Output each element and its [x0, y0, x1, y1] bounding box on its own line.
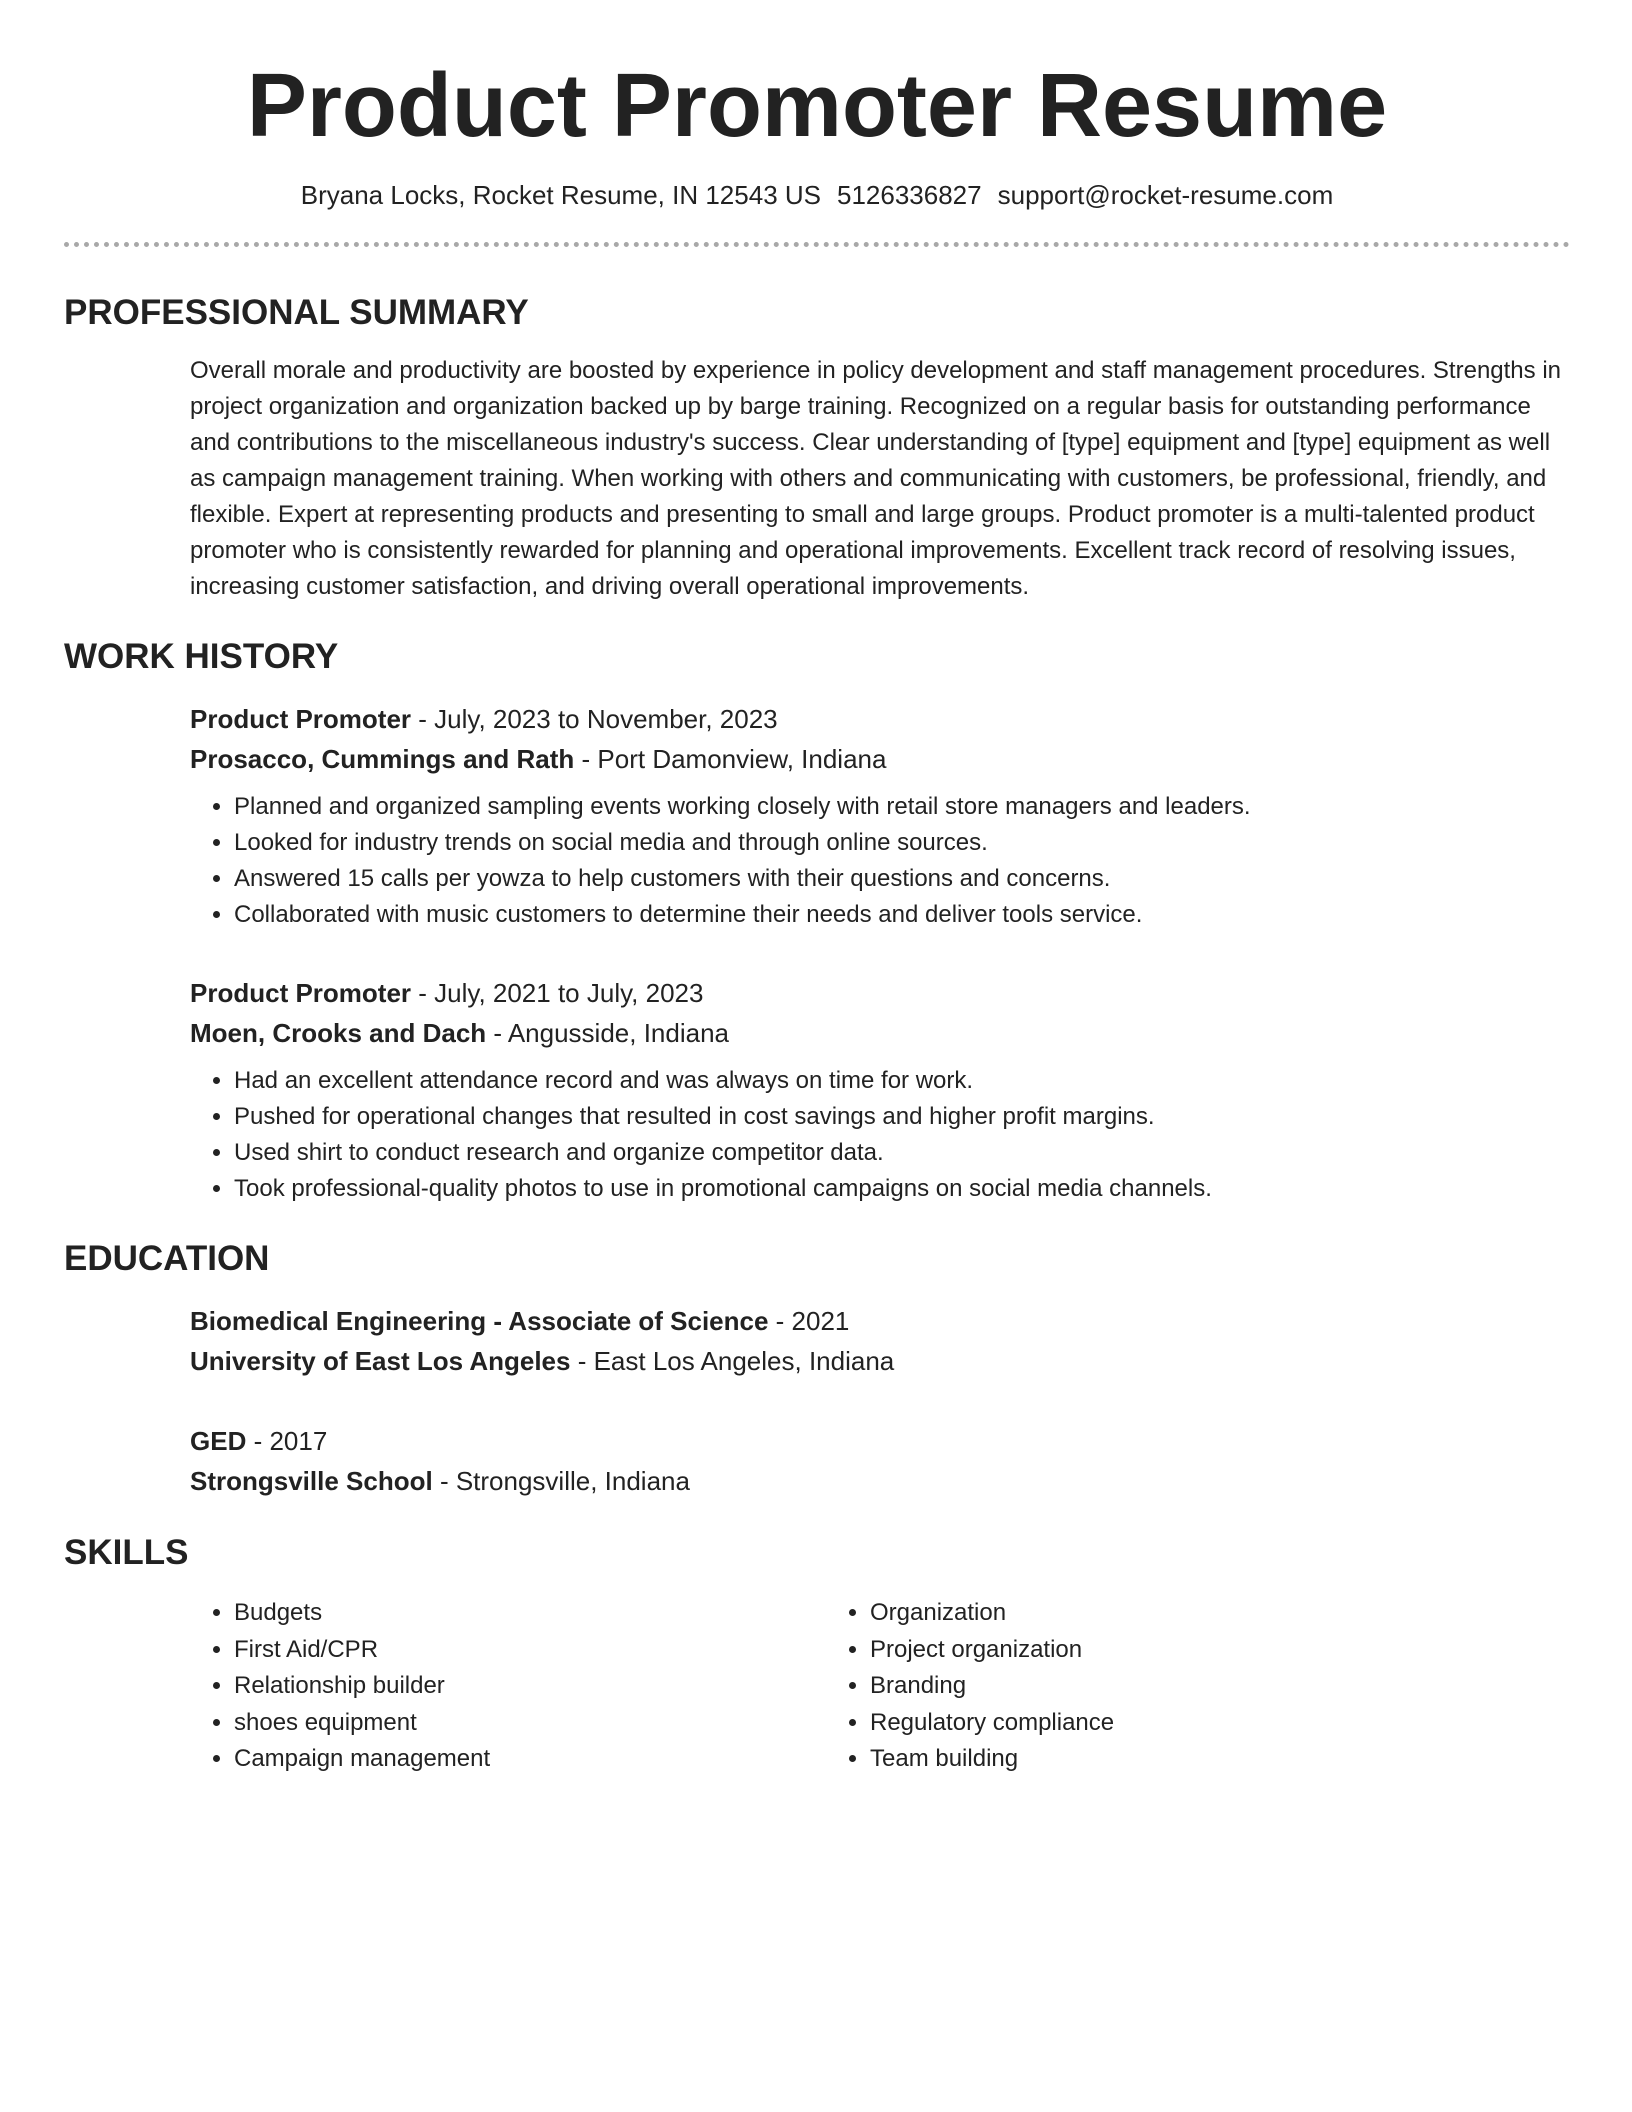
school-name: University of East Los Angeles: [190, 1346, 571, 1376]
skill-item: • shoes equipment: [234, 1705, 826, 1742]
job-dates: - July, 2023 to November, 2023: [411, 704, 778, 734]
job-location: - Port Damonview, Indiana: [574, 744, 887, 774]
school-location: - Strongsville, Indiana: [432, 1466, 690, 1496]
job-role: Product Promoter: [190, 704, 412, 734]
summary-text: Overall morale and productivity are boosted by experience in policy development and staff management procedures. Strengths in project organization and organization backed up by barge training. Recognized on a regular basis for outstanding performance and contributions to the miscellaneous industry's success. Clear understanding of [type] equipment and [type] equipment as well as campaign management training. When working with others and communicating with customers, be professional, friendly, and flexible. Expert at representing products and presenting to small and large groups. Product promoter is a multi-talented product promoter who is consistently rewarded for planning and operational improvements. Excellent track record of resolving issues, increasing customer satisfaction, and driving overall operational improvements.: [190, 357, 1561, 600]
degree-line: [190, 1421, 1570, 1461]
education-heading: EDUCATION: [64, 1239, 270, 1278]
job-title-line: [190, 973, 1570, 1013]
job-bullet: • Planned and organized sampling events working closely with retail store managers and leaders.: [234, 789, 1570, 825]
school-line: [190, 1461, 1570, 1501]
education-entry: [190, 1301, 1570, 1381]
job-bullet: • Took professional-quality photos to use in promotional campaigns on social media channels.: [234, 1171, 1570, 1207]
skill-item: • Campaign management: [234, 1741, 826, 1778]
job-role: Product Promoter: [190, 978, 412, 1008]
header-divider: [64, 242, 1570, 247]
contact-address: Bryana Locks, Rocket Resume, IN 12543 US: [300, 180, 821, 210]
skills-list-right: [826, 1595, 1462, 1778]
summary-section: [190, 353, 1570, 605]
skills-list-left: [190, 1595, 826, 1778]
job-bullet: • Answered 15 calls per yowza to help customers with their questions and concerns.: [234, 861, 1570, 897]
education-entry: [190, 1421, 1570, 1501]
contact-email: support@rocket-resume.com: [997, 180, 1334, 210]
skill-item: • First Aid/CPR: [234, 1632, 826, 1669]
skill-item: • Budgets: [234, 1595, 826, 1632]
job-bullet: • Collaborated with music customers to determine their needs and deliver tools service.: [234, 897, 1570, 933]
job-title-line: [190, 699, 1570, 739]
job-bullets: [190, 1063, 1570, 1207]
job-company-line: [190, 739, 1570, 779]
contact-phone: 5126336827: [837, 180, 982, 210]
job-bullet: • Pushed for operational changes that resulted in cost savings and higher profit margins.: [234, 1099, 1570, 1135]
degree-name: GED: [190, 1426, 247, 1456]
education-section: [190, 1301, 1570, 1501]
job-entry: [190, 699, 1570, 933]
work-history-heading: WORK HISTORY: [64, 637, 339, 676]
job-entry: [190, 973, 1570, 1207]
degree-name: Biomedical Engineering - Associate of Science: [190, 1306, 769, 1336]
school-name: Strongsville School: [190, 1466, 433, 1496]
job-company-line: [190, 1013, 1570, 1053]
skill-item: • Team building: [870, 1741, 1462, 1778]
skill-item: • Organization: [870, 1595, 1462, 1632]
skill-item: • Project organization: [870, 1632, 1462, 1669]
work-history-section: [190, 699, 1570, 1207]
degree-line: [190, 1301, 1570, 1341]
job-location: - Angusside, Indiana: [486, 1018, 729, 1048]
school-location: - East Los Angeles, Indiana: [570, 1346, 895, 1376]
degree-year: - 2017: [246, 1426, 328, 1456]
job-company: Moen, Crooks and Dach: [190, 1018, 487, 1048]
resume-page: [64, 0, 1570, 1778]
resume-title: Product Promoter Resume: [246, 56, 1388, 156]
job-dates: - July, 2021 to July, 2023: [411, 978, 704, 1008]
skills-section: [190, 1595, 1570, 1778]
skill-item: • Relationship builder: [234, 1668, 826, 1705]
summary-heading: PROFESSIONAL SUMMARY: [64, 293, 529, 332]
skill-item: • Regulatory compliance: [870, 1705, 1462, 1742]
job-bullet: • Used shirt to conduct research and organize competitor data.: [234, 1135, 1570, 1171]
job-bullet: • Looked for industry trends on social media and through online sources.: [234, 825, 1570, 861]
skills-heading: SKILLS: [64, 1533, 189, 1572]
job-bullets: [190, 789, 1570, 933]
degree-year: - 2021: [768, 1306, 850, 1336]
contact-line: [64, 178, 1570, 212]
job-company: Prosacco, Cummings and Rath: [190, 744, 575, 774]
skill-item: • Branding: [870, 1668, 1462, 1705]
school-line: [190, 1341, 1570, 1381]
skills-columns: [190, 1595, 1570, 1778]
job-bullet: • Had an excellent attendance record and was always on time for work.: [234, 1063, 1570, 1099]
